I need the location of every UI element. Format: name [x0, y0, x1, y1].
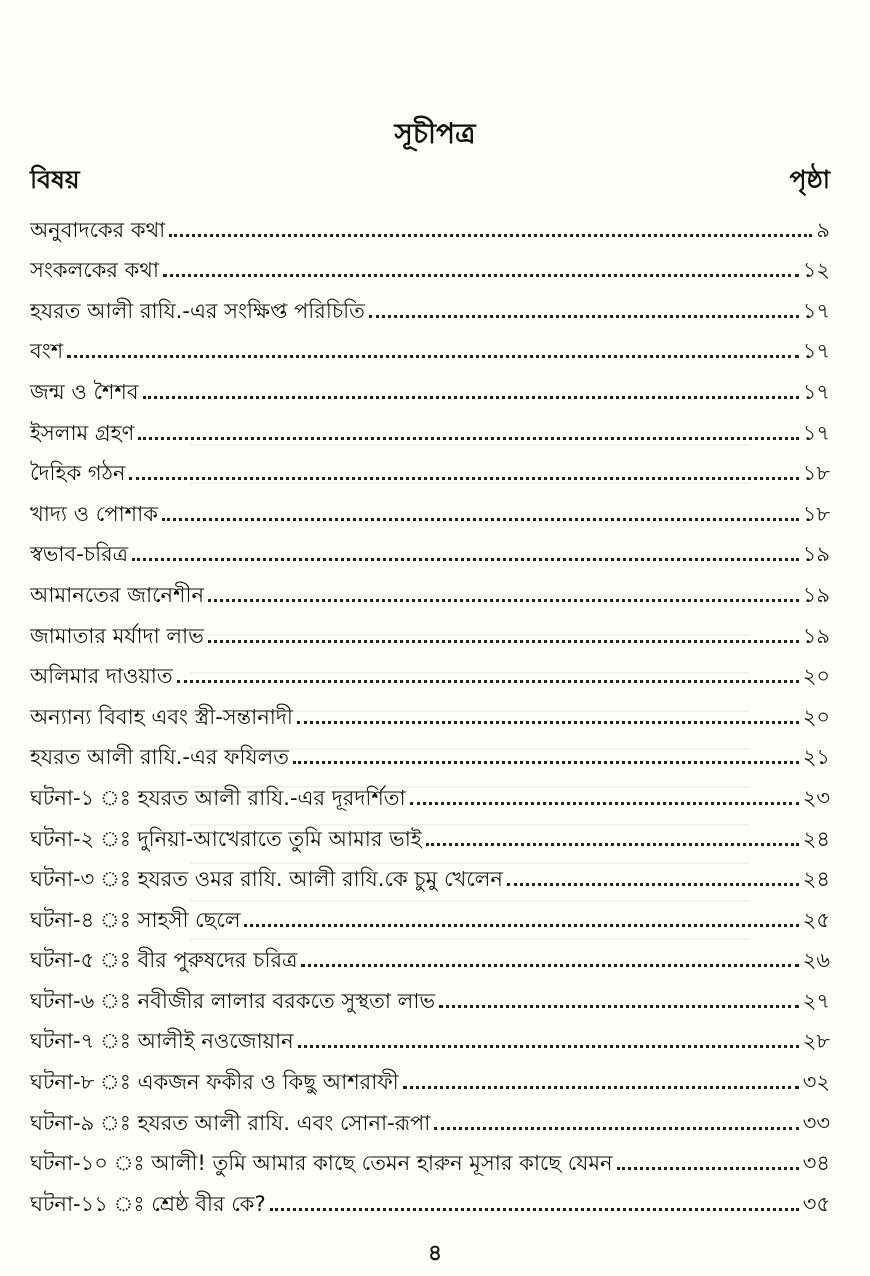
dot-leader [434, 1127, 798, 1130]
dot-leader [244, 924, 798, 927]
entry-title: ঘটনা-৮ ঃ একজন ফকীর ও কিছু আশরাফী [30, 1070, 399, 1095]
page-column-header: পৃষ্ঠা [789, 165, 830, 194]
dot-leader [617, 1167, 799, 1170]
dot-leader [163, 274, 799, 277]
entry-page: ৩৫ [802, 1191, 830, 1216]
toc-entry [30, 812, 830, 853]
entry-title: আমানতের জানেশীন [30, 582, 205, 607]
entry-title: সংকলকের কথা [30, 258, 159, 283]
dot-leader [169, 234, 812, 237]
entry-title: বংশ [30, 339, 64, 364]
dot-leader [426, 843, 799, 846]
dot-leader [177, 680, 799, 683]
dot-leader [507, 883, 799, 886]
toc-entry [30, 771, 830, 812]
entry-title: ঘটনা-৭ ঃ আলীই নওজোয়ান [30, 1029, 294, 1054]
entry-title: ঘটনা-১ ঃ হযরত আলী রাযি.-এর দূরদর্শিতা [30, 785, 406, 810]
entry-page: ২৮ [802, 1029, 830, 1054]
entry-title: ঘটনা-৫ ঃ বীর পুরুষদের চরিত্র [30, 948, 298, 973]
dot-leader [208, 640, 799, 643]
entry-title: খাদ্য ও পোশাক [30, 501, 158, 526]
page-title: সূচীপত্র [394, 117, 476, 150]
entry-page: ২৩ [802, 785, 830, 810]
entry-title: অন্যান্য বিবাহ এবং স্ত্রী-সন্তানাদী [30, 704, 293, 729]
toc-entry [30, 690, 830, 731]
dot-leader [298, 1045, 799, 1048]
toc-entry [30, 893, 830, 934]
dot-leader [410, 802, 799, 805]
toc-entry [30, 568, 830, 609]
toc-header [30, 160, 830, 203]
dot-leader [293, 761, 799, 764]
entry-page: ১৯ [802, 582, 830, 607]
entry-page: ৯ [816, 217, 830, 242]
dot-leader [369, 315, 799, 318]
entry-page: ৩৪ [802, 1151, 830, 1176]
entry-page: ১৯ [802, 623, 830, 648]
dot-leader [129, 477, 798, 480]
dot-leader [138, 437, 798, 440]
entry-title: হযরত আলী রাযি.-এর সংক্ষিপ্ত পরিচিতি [30, 298, 365, 323]
toc-entry [30, 1055, 830, 1096]
dot-leader [132, 558, 799, 561]
entry-page: ১২ [802, 258, 830, 283]
entry-page: ১৯ [802, 542, 830, 567]
entry-title: ঘটনা-৬ ঃ নবীজীর লালার বরকতে সুস্থতা লাভ [30, 988, 436, 1013]
entry-page: ২৬ [802, 948, 830, 973]
entry-page: ২৪ [802, 867, 830, 892]
entry-page: ১৮ [802, 501, 830, 526]
entry-title: অলিমার দাওয়াত [30, 664, 173, 689]
entry-page: ২১ [802, 745, 830, 770]
entry-page: ২৪ [802, 826, 830, 851]
entry-title: ঘটনা-৯ ঃ হযরত আলী রাযি. এবং সোনা-রূপা [30, 1110, 431, 1135]
toc-entry [30, 1015, 830, 1056]
toc-entry [30, 244, 830, 285]
toc-entry [30, 650, 830, 691]
page-number: ৪ [427, 1241, 443, 1266]
entry-title: ঘটনা-৪ ঃ সাহসী ছেলে [30, 907, 241, 932]
toc-entry [30, 1177, 830, 1218]
entry-page: ৩২ [802, 1070, 830, 1095]
entry-page: ১৮ [802, 461, 830, 486]
entry-title: হযরত আলী রাযি.-এর ফযিলত [30, 745, 289, 770]
entry-page: ২৭ [802, 988, 830, 1013]
toc-entry [30, 528, 830, 569]
entry-title: ঘটনা-১১ ঃ শ্রেষ্ঠ বীর কে? [30, 1191, 266, 1216]
toc-entry [30, 853, 830, 894]
toc-entry [30, 1096, 830, 1137]
entry-page: ৩৩ [802, 1110, 830, 1135]
entry-title: জন্ম ও শৈশব [30, 379, 139, 404]
dot-leader [297, 721, 799, 724]
entry-page: ১৭ [802, 339, 830, 364]
toc-entry [30, 447, 830, 488]
entry-page: ২৫ [802, 907, 830, 932]
entry-title: ঘটনা-৩ ঃ হযরত ওমর রাযি. আলী রাযি.কে চুমু খেলেন [30, 867, 503, 892]
dot-leader [439, 1005, 799, 1008]
entry-page: ২০ [802, 664, 830, 689]
dot-leader [301, 964, 798, 967]
toc-entry [30, 365, 830, 406]
entry-title: ইসলাম গ্রহণ [30, 420, 135, 445]
toc-entry [30, 284, 830, 325]
toc-entry [30, 487, 830, 528]
toc-entry [30, 1137, 830, 1178]
toc-list [30, 203, 830, 1218]
entry-title: অনুবাদকের কথা [30, 217, 166, 242]
dot-leader [143, 396, 799, 399]
dot-leader [208, 599, 799, 602]
toc-entry [30, 406, 830, 447]
entry-page: ১৭ [802, 298, 830, 323]
dot-leader [270, 1208, 799, 1211]
toc-entry [30, 203, 830, 244]
entry-title: দৈহিক গঠন [30, 461, 126, 486]
toc-entry [30, 609, 830, 650]
entry-page: ১৭ [802, 379, 830, 404]
toc-entry [30, 934, 830, 975]
entry-title: ঘটনা-২ ঃ দুনিয়া-আখেরাতে তুমি আমার ভাই [30, 826, 422, 851]
toc-entry [30, 974, 830, 1015]
dot-leader [403, 1086, 799, 1089]
subject-column-header: বিষয় [30, 165, 80, 194]
toc-entry [30, 731, 830, 772]
entry-title: ঘটনা-১০ ঃ আলী! তুমি আমার কাছে তেমন হারুন মূসার কাছে যেমন [30, 1151, 613, 1176]
entry-title: জামাতার মর্যাদা লাভ [30, 623, 204, 648]
toc-entry [30, 325, 830, 366]
entry-page: ২০ [802, 704, 830, 729]
dot-leader [67, 355, 799, 358]
dot-leader [162, 518, 799, 521]
entry-title: স্বভাব-চরিত্র [30, 542, 129, 567]
entry-page: ১৭ [802, 420, 830, 445]
